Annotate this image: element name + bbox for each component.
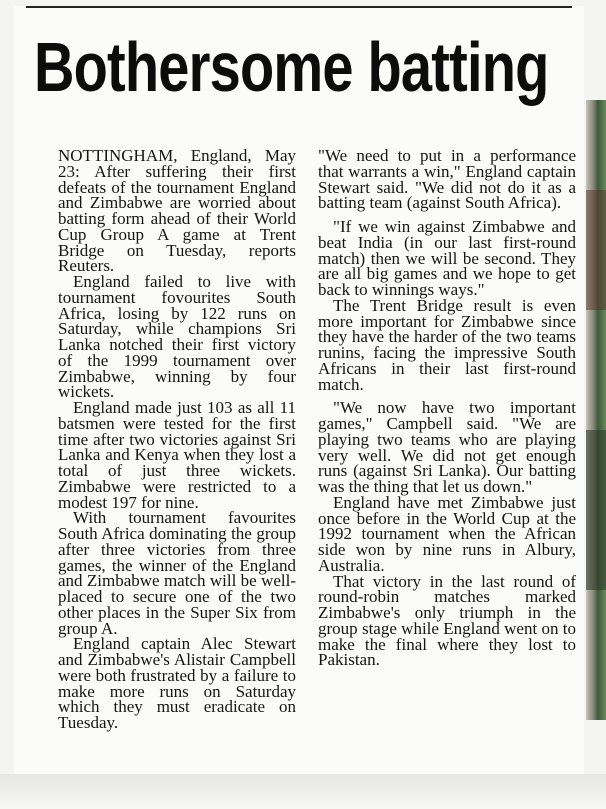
- paragraph: The Trent Bridge result is even more important for Zimbabwe since they have the harder of the two teams runins, facing the impressive South Africans in their last first-round match.: [318, 295, 576, 394]
- top-rule: [26, 6, 572, 8]
- paragraph: England failed to live with tournament fovourites South Africa, losing by 122 runs on Saturday, while champions Sri Lanka notched their first victory of the 1999 tournament over Zimbabwe, winning by four wickets.: [58, 272, 296, 402]
- paragraph: NOTTINGHAM, England, May 23: After suffering their first defeats of the tournament England and Zimbabwe are worried about batting form ahead of their World Cup Group A game at Trent Bridge on Tuesday, reports Reuters.: [58, 146, 296, 276]
- paragraph: With tournament favourites South Africa dominating the group after three victories from three games, the winner of the England and Zimbabwe match will be well-placed to secure one of the two other places in the Super Six from group A.: [58, 508, 296, 638]
- paragraph: "We need to put in a performance that warrants a win," England captain Stewart said. "We did not do it as a batting team (against South Africa).: [318, 146, 576, 213]
- adjacent-photo-edge: [586, 100, 606, 720]
- headline: Bothersome batting: [34, 28, 549, 106]
- paragraph: England captain Alec Stewart and Zimbabwe's Alistair Campbell were both frustrated by a failure to make more runs on Saturday which they must eradicate on Tuesday.: [58, 634, 296, 732]
- column-left: [58, 148, 296, 731]
- column-right: [318, 148, 576, 668]
- paragraph: That victory in the last round of round-robin matches marked Zimbabwe's only triumph in the group stage while England went on to make the final where they lost to Pakistan.: [318, 571, 576, 670]
- page-bottom-edge: [0, 774, 606, 809]
- paragraph: England made just 103 as all 11 batsmen were tested for the first time after two victories against Sri Lanka and Kenya when they lost a total of just three wickets. Zimbabwe were restricted to a modest 197 for nine.: [58, 398, 296, 512]
- paragraph: "If we win against Zimbabwe and beat India (in our last first-round match) then we will be second. They are all big games and we hope to get back to winnings ways.": [318, 217, 576, 299]
- paragraph: England have met Zimbabwe just once before in the World Cup at the 1992 tournament when the African side won by nine runs in Albury, Australia.: [318, 492, 576, 575]
- paragraph: "We now have two important games," Campbell said. "We are playing two teams who are playing very well. We did not get enough runs (against Sri Lanka). Our batting was the thing that let us down.": [318, 398, 576, 496]
